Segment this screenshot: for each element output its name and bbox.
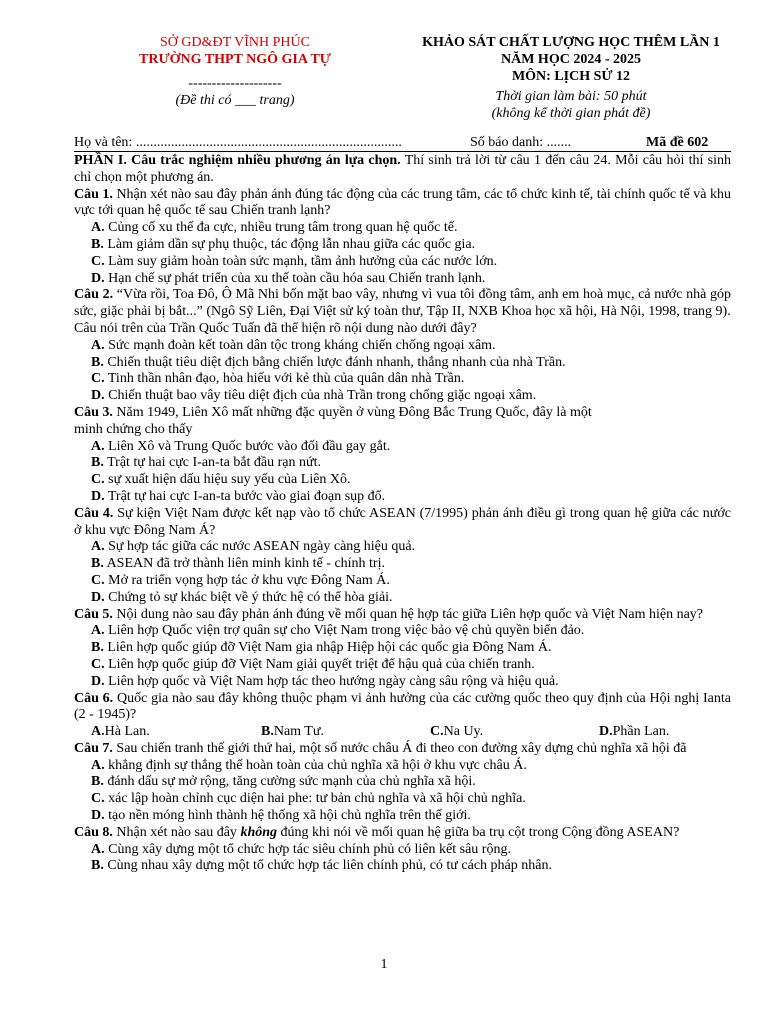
question-stem <box>74 187 731 221</box>
question-label: Câu 1. <box>74 186 113 202</box>
answer-option[interactable] <box>599 724 669 741</box>
question-stem <box>74 607 731 624</box>
option-label: D. <box>91 488 105 504</box>
answer-option[interactable] <box>74 674 731 691</box>
answer-option[interactable] <box>430 724 599 741</box>
exam-header <box>398 34 744 122</box>
option-label: D. <box>91 673 105 689</box>
option-text: Trật tự hai cực I-an-ta bước vào giai đoạn sụp đổ. <box>104 488 386 504</box>
question-label: Câu 8. <box>74 824 113 840</box>
exam-code: Mã đề 602 <box>646 135 709 150</box>
exam-body <box>74 153 731 875</box>
option-text: Phần Lan. <box>612 724 670 740</box>
option-label: B. <box>91 858 104 874</box>
option-text: Sức mạnh đoàn kết toàn dân tộc trong kháng chiến chống ngoại xâm. <box>104 337 496 353</box>
answer-option[interactable] <box>74 842 731 859</box>
candidate-number-field: Số báo danh: ....... <box>470 135 572 150</box>
option-label: C. <box>91 791 105 807</box>
header-dashes: -------------------- <box>188 76 282 91</box>
duration-note: (không kể thời gian phát đề) <box>491 106 651 121</box>
question-label: Câu 2. <box>74 287 114 303</box>
option-text: Hà Lan. <box>104 724 150 740</box>
answer-option[interactable] <box>74 774 731 791</box>
option-text: Chứng tỏ sự khác biệt về ý thức hệ có thể hòa giải. <box>104 589 393 605</box>
option-text: Tinh thần nhân đạo, hòa hiếu với kẻ thù của quân dân nhà Trần. <box>104 371 465 387</box>
page-number: 1 <box>380 957 388 972</box>
question-stem <box>74 287 731 321</box>
question-text: Sau chiến tranh thế giới thứ hai, một số nước châu Á đi theo con đường xây dựng chủ nghĩa xã hội đã <box>112 740 687 756</box>
option-text: sự xuất hiện dấu hiệu suy yếu của Liên Xô. <box>104 472 351 488</box>
answer-option[interactable] <box>74 237 731 254</box>
answer-option[interactable] <box>74 556 731 573</box>
option-label: A. <box>91 220 105 236</box>
subject: MÔN: LỊCH SỬ 12 <box>511 69 631 84</box>
option-text: Liên Xô và Trung Quốc bước vào đối đầu gay gắt. <box>104 438 391 454</box>
option-text: Hạn chế sự phát triển của xu thế toàn cầu hóa sau Chiến tranh lạnh. <box>104 270 486 286</box>
question-text: Sự kiện Việt Nam được kết nạp vào tổ chức ASEAN (7/1995) phản ánh điều gì trong quan hệ giữa các nước ở khu vực Đông Nam Á? <box>74 505 731 538</box>
option-label: D. <box>91 808 105 824</box>
question-text: Nhận xét nào sau đây phản ánh đúng tác động của các trung tâm, các tổ chức kinh tế, tài chính quốc tế và khu vực tới quan hệ quốc tế sau Chiến tranh lạnh? <box>74 186 731 219</box>
answer-option[interactable] <box>74 439 731 456</box>
option-label: D. <box>91 589 105 605</box>
option-label: A. <box>91 724 105 740</box>
option-text: Làm suy giảm hoàn toàn sức mạnh, tầm ảnh hưởng của các nước lớn. <box>104 253 498 269</box>
option-label: C. <box>91 371 105 387</box>
question-text: “Vừa rồi, Toa Đô, Ô Mã Nhi bốn mặt bao vây, nhưng vì vua tôi đồng tâm, anh em hoà mục, cả nước nhà góp sức, giặc phải bị bắt...” (Ngô Sỹ Liên, Đại Việt sử ký toàn thư, Tập II, NXB Khoa học xã hội, Hà Nội, 1998, trang 9). <box>74 287 731 320</box>
option-text: Cùng xây dựng một tổ chức hợp tác siêu chính phủ có liên kết sâu rộng. <box>104 841 511 857</box>
answer-option[interactable] <box>74 388 731 405</box>
option-label: B. <box>91 236 104 252</box>
question-label: Câu 3. <box>74 404 113 420</box>
exam-duration: Thời gian làm bài: 50 phút <box>495 89 647 104</box>
answer-option[interactable] <box>74 539 731 556</box>
option-label: C. <box>91 656 105 672</box>
option-text: Liên hợp Quốc viện trợ quân sự cho Việt Nam trong việc bảo vệ chủ quyền biển đảo. <box>104 623 585 639</box>
answer-option[interactable] <box>74 573 731 590</box>
question-label: Câu 5. <box>74 606 113 622</box>
header-divider <box>74 151 731 152</box>
answer-option[interactable] <box>74 657 731 674</box>
option-label: D. <box>599 724 613 740</box>
department-name: SỞ GD&ĐT VĨNH PHÚC <box>159 35 310 50</box>
question-stem <box>74 506 731 540</box>
question-stem <box>74 691 731 725</box>
option-label: B. <box>91 354 104 370</box>
answer-option[interactable] <box>74 338 731 355</box>
option-text: Củng cố xu thế đa cực, nhiều trung tâm trong quan hệ quốc tế. <box>104 220 458 236</box>
option-text: Liên hợp quốc và Việt Nam hợp tác theo hướng ngày càng sâu rộng và hiệu quả. <box>104 673 559 689</box>
option-text: Liên hợp quốc giúp đỡ Việt Nam giải quyết triệt để hậu quả của chiến tranh. <box>104 656 535 672</box>
exam-title: KHẢO SÁT CHẤT LƯỢNG HỌC THÊM LẦN 1 <box>422 35 720 50</box>
question-text: Nhận xét nào sau đây <box>112 824 241 840</box>
answer-option[interactable] <box>74 791 731 808</box>
option-text: tạo nền móng hình thành hệ thống xã hội chủ nghĩa trên thế giới. <box>104 808 471 824</box>
school-header <box>110 34 360 109</box>
answer-option[interactable] <box>74 808 731 825</box>
option-text: Làm giảm dần sự phụ thuộc, tác động lẫn nhau giữa các quốc gia. <box>103 236 476 252</box>
option-text: Cùng nhau xây dựng một tổ chức hợp tác liên chính phủ, có tư cách pháp nhân. <box>103 858 552 874</box>
question-label: Câu 6. <box>74 690 114 706</box>
part-heading <box>74 153 731 187</box>
answer-option[interactable] <box>74 489 731 506</box>
question-text: đúng khi nói về mối quan hệ giữa ba trụ cột trong Cộng đồng ASEAN? <box>277 824 680 840</box>
option-text: khẳng định sự thắng thế hoàn toàn của chủ nghĩa xã hội ở khu vực châu Á. <box>104 757 527 773</box>
option-text: Nam Tư. <box>273 724 324 740</box>
question-text: Năm 1949, Liên Xô mất những đặc quyền ở vùng Đông Bắc Trung Quốc, đây là một <box>112 404 592 420</box>
answer-option[interactable] <box>74 254 731 271</box>
option-label: B. <box>261 724 274 740</box>
part-instruction: Thí sinh trả lời từ câu 1 đến câu 24. Mỗi câu hỏi thí sinh chỉ chọn một phương án. <box>74 153 731 185</box>
question-stem <box>74 741 731 758</box>
question-stem <box>74 825 731 842</box>
answer-option[interactable] <box>91 724 261 741</box>
question-label: Câu 7. <box>74 740 113 756</box>
option-label: C. <box>91 472 105 488</box>
option-label: B. <box>91 640 104 656</box>
option-text: ASEAN đã trở thành liên minh kinh tế - chính trị. <box>103 556 385 572</box>
option-label: D. <box>91 270 105 286</box>
option-label: B. <box>91 774 104 790</box>
option-text: Chiến thuật bao vây tiêu diệt địch của nhà Trần trong chống giặc ngoại xâm. <box>104 388 537 404</box>
option-text: Chiến thuật tiêu diệt địch bằng chiến lược đánh nhanh, thắng nhanh của nhà Trần. <box>103 354 566 370</box>
option-label: B. <box>91 455 104 471</box>
option-label: C. <box>430 724 444 740</box>
student-name-field: Họ và tên: ............................................................................ <box>74 135 402 150</box>
option-text: Mở ra triển vọng hợp tác ở khu vực Đông Nam Á. <box>104 572 390 588</box>
option-text: Liên hợp quốc giúp đỡ Việt Nam gia nhập Hiệp hội các quốc gia Đông Nam Á. <box>103 640 552 656</box>
school-year: NĂM HỌC 2024 - 2025 <box>501 52 641 67</box>
option-text: đánh dấu sự mở rộng, tăng cường sức mạnh của chủ nghĩa xã hội. <box>103 774 476 790</box>
answer-option[interactable] <box>74 623 731 640</box>
option-text: Sự hợp tác giữa các nước ASEAN ngày càng hiệu quả. <box>104 539 416 555</box>
option-label: C. <box>91 253 105 269</box>
answer-option[interactable] <box>261 724 430 741</box>
answer-option[interactable] <box>74 371 731 388</box>
option-label: A. <box>91 623 105 639</box>
question-prompt: minh chứng cho thấy <box>74 421 193 437</box>
question-stem <box>74 405 731 422</box>
answer-option[interactable] <box>74 758 731 775</box>
answer-option[interactable] <box>74 640 731 657</box>
option-label: A. <box>91 337 105 353</box>
question-text: Quốc gia nào sau đây không thuộc phạm vi ảnh hưởng của các cường quốc theo quy định của Hội nghị Ianta (2 - 1945)? <box>74 690 731 723</box>
question-emphasis: không <box>240 824 278 840</box>
option-label: D. <box>91 388 105 404</box>
option-label: A. <box>91 841 105 857</box>
part-title: PHẦN I. Câu trắc nghiệm nhiều phương án lựa chọn. <box>74 153 401 168</box>
answer-option[interactable] <box>74 590 731 607</box>
option-label: C. <box>91 572 105 588</box>
option-label: B. <box>91 556 104 572</box>
answer-option[interactable] <box>74 455 731 472</box>
question-prompt: Câu nói trên của Trần Quốc Tuấn đã thể hiện rõ nội dung nào dưới đây? <box>74 320 477 336</box>
answer-option[interactable] <box>74 472 731 489</box>
answer-option[interactable] <box>74 271 731 288</box>
option-label: A. <box>91 757 105 773</box>
answer-option[interactable] <box>74 355 731 372</box>
option-text: Na Uy. <box>443 724 484 740</box>
answer-option[interactable] <box>74 858 731 875</box>
question-label: Câu 4. <box>74 505 114 521</box>
pages-note: (Đề thi có ___ trang) <box>175 93 295 108</box>
option-text: Trật tự hai cực I-an-ta bắt đầu rạn nứt. <box>103 455 321 471</box>
option-label: A. <box>91 539 105 555</box>
option-text: xác lập hoàn chỉnh cục diện hai phe: tư bản chủ nghĩa và xã hội chủ nghĩa. <box>104 791 526 807</box>
answer-options-row <box>74 724 731 741</box>
school-name: TRƯỜNG THPT NGÔ GIA TỰ <box>139 52 331 67</box>
answer-option[interactable] <box>74 220 731 237</box>
question-text: Nội dung nào sau đây phản ánh đúng về mối quan hệ hợp tác giữa Liên hợp quốc và Việt Nam hiện nay? <box>112 606 703 622</box>
option-label: A. <box>91 438 105 454</box>
